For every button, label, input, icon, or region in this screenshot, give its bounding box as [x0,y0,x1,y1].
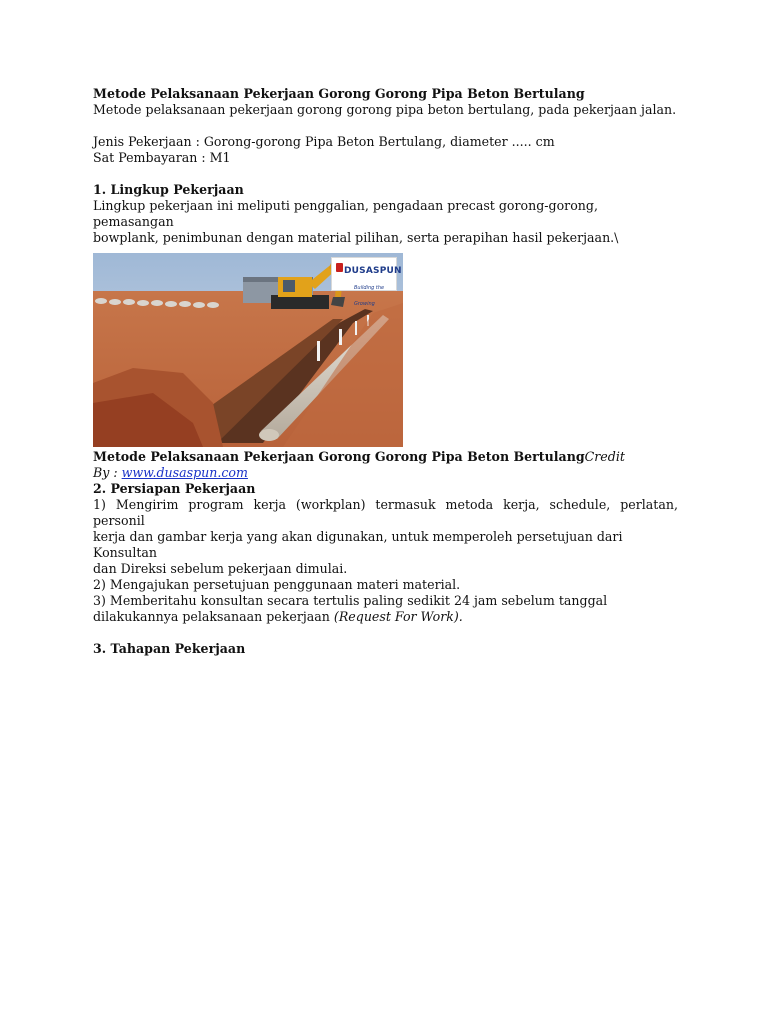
sat-pembayaran-line: Sat Pembayaran : M1 [93,150,231,165]
intro-paragraph: Metode pelaksanaan pekerjaan gorong gorong pipa beton bertulang, pada pekerjaan jalan. [93,102,677,117]
section-2-item-3-line-2 [93,609,678,625]
section-2-item-1-line-2: kerja dan gambar kerja yang akan digunakan, untuk memperoleh persetujuan dari Konsultan [93,529,623,560]
photo-caption [93,449,678,465]
section-1-line-2: bowplank, penimbunan dengan material pilihan, serta perapihan hasil pekerjaan.\ [93,230,619,245]
section-2-item-3-text: dilakukannya pelaksanaan pekerjaan [93,609,334,624]
section-2-item-1-line-3: dan Direksi sebelum pekerjaan dimulai. [93,561,348,576]
dusaspun-logo-text: DUSASPUN [344,266,402,276]
section-1-line-1: Lingkup pekerjaan ini meliputi penggalian, pengadaan precast gorong-gorong, pemasangan [93,198,598,229]
caption-title: Metode Pelaksanaan Pekerjaan Gorong Gorong Pipa Beton Bertulang [93,449,585,464]
caption-credit: Credit [584,449,625,464]
dusaspun-logo-tagline: Building the Growing [354,285,385,307]
dusaspun-logo [331,257,402,307]
document-body [93,86,678,657]
caption-by: By : [93,465,122,480]
section-2-item-1-line-1: 1) Mengirim program kerja (workplan) termasuk metoda kerja, schedule, perlatan, personil [93,497,678,528]
caption-source [93,465,678,481]
section-3-heading: 3. Tahapan Pekerjaan [93,641,246,656]
section-2-item-3-line-1: 3) Memberitahu konsultan secara tertulis paling sedikit 24 jam sebelum tanggal [93,593,608,608]
dusaspun-link[interactable]: www.dusaspun.com [121,465,248,480]
section-2-heading: 2. Persiapan Pekerjaan [93,481,256,496]
section-1-heading: 1. Lingkup Pekerjaan [93,182,244,197]
construction-photo [93,253,403,447]
request-for-work-note: (Request For Work). [333,609,463,624]
jenis-pekerjaan-line: Jenis Pekerjaan : Gorong-gorong Pipa Beton Bertulang, diameter ..... cm [93,134,555,149]
document-title: Metode Pelaksanaan Pekerjaan Gorong Gorong Pipa Beton Bertulang [93,86,585,101]
section-2-item-2: 2) Mengajukan persetujuan penggunaan materi material. [93,577,461,592]
dusaspun-logo-mark [336,263,343,272]
